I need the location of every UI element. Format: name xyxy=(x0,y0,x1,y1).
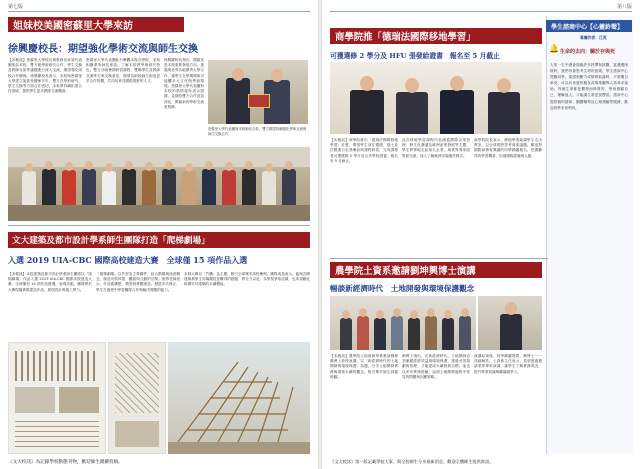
photo-lecture-group xyxy=(330,296,476,350)
headline-agriculture-lecture: 農學院土資系邀請劉坤興博士演講 xyxy=(330,262,542,278)
bamboo-structure-drawing xyxy=(168,342,310,454)
section-rule xyxy=(330,258,548,259)
header-rule xyxy=(8,11,310,12)
subheadline-uia-cbc: 入選 2019 UIA-CBC 國際高校建造大賽 全球僅 15 項作品入選 xyxy=(8,255,248,265)
headline-business-school: 商學院推「德瑞法國際移地學習」 xyxy=(330,28,542,44)
page-number: 第八版 xyxy=(616,4,632,10)
article-body: 此次移地學習課程內容涵蓋國際企業管理、跨文化溝通及歐洲產業發展等主題，學生將實地走訪知名企業，與業界專家面對面交流，深入了解歐洲市場運作模式。 xyxy=(402,138,470,158)
column-byline: 專欄作者：江英 xyxy=(580,35,607,40)
photo-bamboo-structure xyxy=(168,342,310,454)
headline-missouri-visit: 姐妹校美國密蘇里大學來訪 xyxy=(8,17,184,32)
photo-caption: 密蘇里大學代表團與本校師長合影，雙方期望持續強化學術交流與師生交換合作。 xyxy=(208,127,307,136)
article-body: 【本報訊】農學院土地資源學系邀請劉坤興博士蒞校演講，以「新經濟時代的土地開發與環境保護」為題，分享土地開發實務與環境永續的觀念，吸引眾多師生到場聆聽。 xyxy=(330,354,398,379)
article-body: 本屆大賽以「竹構」為主題，吸引全球眾多高校參與。團隊成員表示，能與各國建築系學生同場競技是難得的經驗，將全力以赴，為學校爭取佳績，也希望藉此推廣竹材建築的永續價值。 xyxy=(184,272,310,287)
photo-group xyxy=(8,147,310,221)
subheadline-land-development: 暢談新經濟時代 土地開發與環境保護觀念 xyxy=(330,284,475,293)
photo-design-board xyxy=(108,342,166,454)
subheadline-president-quote: 徐興慶校長：期望強化學術交流與師生交換 xyxy=(8,44,198,55)
headline-architecture-team: 文大建築及都市設計學系師生團隊打造「爬梯劇場」 xyxy=(8,232,310,248)
footer-note: 《文大校訊》第一版記載學校大事，與全校師生分享最新消息，歡迎全體師生提供資訊。 xyxy=(330,459,494,464)
subheadline-credits: 可獲選修 2 學分及 HFU 張發給證書 報名至 5 月截止 xyxy=(330,52,500,60)
article-body: 「爬梯劇場」以竹材為主要構件，結合階梯與座席概念，創造可供休憩、觀賞與互動的空間。指導老師表示，作品從構想、模型到實體建造，歷經多次修正，學生在過程中學習團隊合作與解決問題的能力。 xyxy=(96,272,180,292)
photo-business-faculty xyxy=(330,62,542,134)
article-body: 劉博士指出，在新經濟時代，土地開發必須兼顧經濟效益與環境保護，透過妥善規劃與管理，才能達成永續發展目標。他也以多年實務經驗，說明土地開發過程中常見的問題與因應策略。 xyxy=(402,354,470,379)
column-title: 生命的去向：關於存與死 xyxy=(560,49,616,55)
photo-design-board xyxy=(8,342,106,454)
footer-note: 《文大校訊》為記錄學校動態刊物，歡迎師生踴躍投稿。 xyxy=(8,460,123,465)
article-body: 密蘇里大學代表團此行參觀本校各學院，並與相關系所師長座談，了解本校教學與研究特色。雙方亦就暑期研習課程、雙聯學位及教師交流等方案交換意見，期望為兩校師生創造更多合作契機，共同培育具國際視野的人才。 xyxy=(86,58,160,83)
right-page xyxy=(322,0,640,469)
article-body: 徐興慶校長指出，國際化是本校重要發展方向，透過與世界各地優秀大學合作，讓學生在學期間即可接觸多元文化與學術環境。密蘇里大學代表團對本校的熱情接待表示感謝，並期待雙方合作更加深化，開創新的學術交流里程碑。 xyxy=(164,58,204,109)
page-number: 第七版 xyxy=(8,4,24,10)
photo-speaker xyxy=(478,296,542,350)
article-body: 商學院院長表示，移地學習能讓學生走出教室，以全球視野思考商業議題。歡迎對國際商務有興趣的同學踴躍報名，把握難得的學習機會，拓展國際經驗與人脈。 xyxy=(474,138,542,158)
column-body: 人的一生中總會面臨許多抉擇與挑戰，當遭遇困境時，我們常會思考生命的意義。學生諮商中心提醒同學，當感到壓力或情緒低落時，不要獨自承受，可以向身邊的親友或專業輔導人員尋求協助。每個生命都是獨特而珍貴的，學會照顧自己、理解他人，才能讓生命更加豐富。諮商中心提供個別諮商、團體輔導及心理測驗等服務，歡迎同學多加利用。 xyxy=(550,63,628,110)
article-body: 【本報訊】密蘇里大學校長與教務長率領代表團來訪本校，雙方就學術研究合作、學生交換及教師互訪等議題進行深入交流，期望強化兩校合作關係。徐興慶校長表示，本校與密蘇里大學建立姐妹校關係多年，雙方在學術研究、學生交換等方面合作密切，未來將持續拓展合作領域，提供學生更多國際交流機會。 xyxy=(8,58,82,94)
photo-gift-exchange xyxy=(208,60,308,124)
counseling-column-header: 學生諮商中心【心靈鈴聲】 xyxy=(546,20,632,32)
header-rule xyxy=(330,11,632,12)
article-body: 【本報訊】本校建築及都市設計學系師生團隊以「爬梯劇場」作品入選 2019 UIA-CBC 國際高校建造大賽，全球僅有 15 項作品獲選，表現亮眼。團隊將於大賽現場實際建造作品，展現設計與施工實力。 xyxy=(8,272,92,292)
article-body: 演講結束後，同學踴躍提問，劉博士一一詳細解答。土資系主任表示，希望透過邀請業界專家演講，讓學生了解實務現況，提升專業知識與職場競爭力。 xyxy=(474,354,542,374)
bell-icon: 🔔 xyxy=(549,44,559,53)
article-body: 【本報訊】商學院推出「德瑞法國際移地學習」計畫，帶領學生前往德國、瑞士及法國進行企業參訪與課程研習，完成課程者可獲選修 2 學分及合作學校證書，報名至 5 月截止。 xyxy=(330,138,398,163)
section-rule xyxy=(8,225,310,226)
left-page xyxy=(0,0,318,469)
